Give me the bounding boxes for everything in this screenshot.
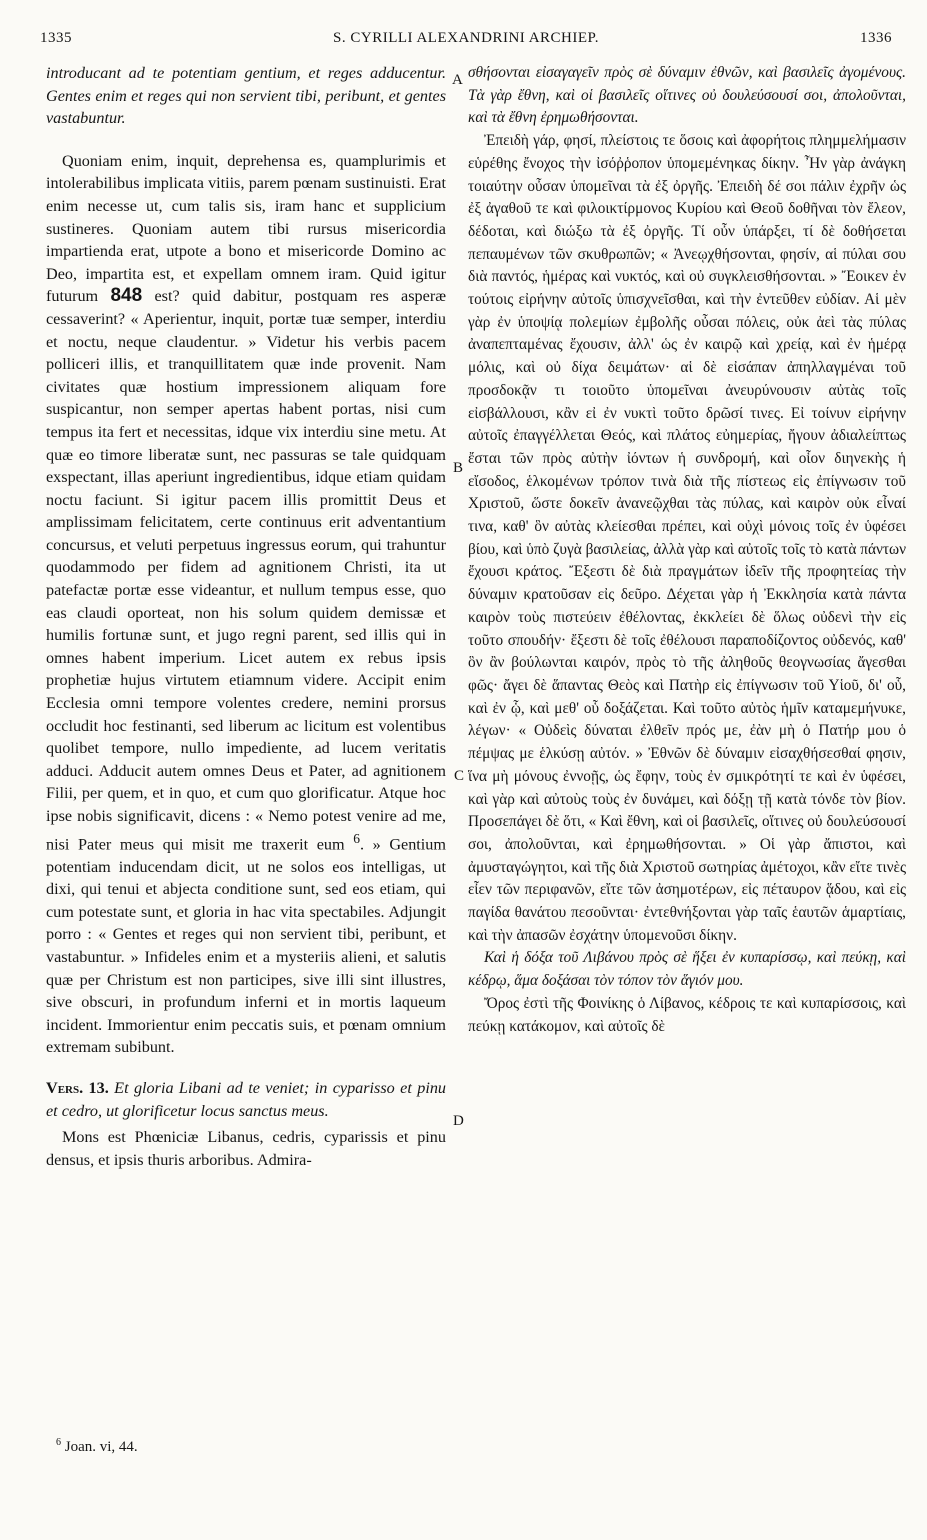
latin-paragraph-libanus: Mons est Phœniciæ Libanus, cedris, cyparissis et pinu densus, et ipsis thuris arboribus. Admira- xyxy=(46,1128,446,1169)
margin-marker-d: D xyxy=(453,1113,464,1129)
margin-marker-c: C xyxy=(454,768,465,784)
footnote-text: Joan. vi, 44. xyxy=(61,1439,138,1455)
verse-label: Vers. 13. xyxy=(46,1078,109,1097)
page-header xyxy=(40,30,892,54)
page-number-left: 1335 xyxy=(40,30,72,46)
footnote xyxy=(56,1437,138,1456)
latin-verse-heading xyxy=(46,1077,446,1122)
page-number-right: 1336 xyxy=(860,30,892,46)
running-title: S. CYRILLI ALEXANDRINI ARCHIEP. xyxy=(333,30,599,46)
greek-paragraph-libanus: Ὄρος ἐστὶ τῆς Φοινίκης ὁ Λίβανος, κέδροις τε καὶ κυπαρίσσοις, καὶ πεύκῃ κατάκομον, καὶ αὐτοῖς δὲ xyxy=(468,994,906,1035)
latin-text-b: est? quid dabitur, postquam res asperæ cessaverint? « Aperientur, inquit, portæ tuæ semper, interdiu et noctu, neque claudentur. » Videtur his verbis pacem polliceri illis, et tranquillitatem quæ inde provenit. Nam civitates quæ hostium impressionem aliquam fore suspicantur, non semper apertas habent portas, nisi cum tempus ita fert et necessitas, idque vix interdiu sine metu. At quæ eo timore liberatæ sunt, nec passuras se tale quidquam exspectant, illas aperiunt ingredientibus, idque etiam quidam noctu faciunt. Si igitur pacem illis promittit Deus et amplissimam felicitatem, certe continuus erit adventantium concursus, et veluti perpetuus ingressus eorum, qui trahuntur quodammodo per fidem ad agnitionem Christi, ita ut patefactæ portæ esse videantur, et nullum tempus esse, quo eas claudi oporteat, non his solum quidem demissæ et humilis fortunæ sunt, et jugo regni parent, sed illis qui in omnes habent imperium. Licet autem ex rebus ipsis prophetiæ hujus virtutem etiamnum videre. Accipit enim Ecclesia omni tempore volentes credere, nemini prorsus occludit hoc festinanti, sed liberum ac licitum est volentibus quolibet tempore, nullo impediente, ad lucem veritatis adduci. Adducit autem omnes Deus et Pater, ad agnitionem Filii, per quem, et in quo, et cum quo glorificatur. Atque hoc ipse nobis significavit, dicens : « Nemo potest venire ad me, nisi Pater meus qui misit me traxerit eum xyxy=(46,287,447,853)
column-number: 848 xyxy=(110,285,143,307)
latin-column xyxy=(46,62,446,1171)
latin-verse-continuation: introducant ad te potentiam gentium, et reges adducentur. Gentes enim et reges qui non servient tibi, peribunt, et gentes vastabuntur. xyxy=(46,64,446,128)
latin-text-c: . » Gentium potentiam inducendam dicit, ut ne solos eos intelligas, ut dixi, qui tenui et abjecta conditione sunt, sed eos etiam, qui cum potestate sunt, et gloria in hac vita spectabiles. Adjungit porro : « Gentes et reges qui non servient tibi, peribunt, et vastabuntur. » Infideles enim et a mysteriis alieni, et salutis quæ per Christum est non participes, sive illi sint illustres, sive obscuri, in profundum inferni et in mortis laqueum incident. Immorientur enim peccatis suis, et pœnam omnium extremam subibunt. xyxy=(46,834,446,1057)
greek-verse-continuation: σθήσονται εἰσαγαγεῖν πρὸς σὲ δύναμιν ἐθνῶν, καὶ βασιλεῖς ἀγομένους. Τὰ γὰρ ἔθνη, καὶ οἱ βασιλεῖς οἵτινες οὐ δουλεύσουσί σοι, ἀπολοῦνται, καὶ τὰ ἔθνη ἐρημωθήσονται. xyxy=(468,64,906,127)
margin-marker-b: B xyxy=(453,460,464,476)
latin-text-a: Quoniam enim, inquit, deprehensa es, quamplurimis et intolerabilibus implicata vitiis, parem pœnam sustinuisti. Erat enim necesse ut, cum talis sis, iram hanc et supplicium sustineres. Quoniam autem tibi rursus misericordia impartienda erat, utpote a bono et misericorde Domino ac Deo, impartita est, et expellam omnem iram. Quid igitur futurum xyxy=(46,151,446,306)
margin-marker-a: A xyxy=(452,72,463,88)
footnote-number: 6 xyxy=(56,1437,61,1448)
verse-text: Et gloria Libani ad te veniet; in cyparisso et pinu et cedro, ut glorificetur locus sanctus meus. xyxy=(46,1078,447,1120)
greek-verse-heading: Καὶ ἡ δόξα τοῦ Λιβάνου πρὸς σὲ ἥξει ἐν κυπαρίσσῳ, καὶ πεύκῃ, καὶ κέδρῳ, ἅμα δοξάσαι τὸν τόπον τὸν ἅγιόν μου. xyxy=(468,949,906,990)
latin-commentary-paragraph xyxy=(46,150,446,1059)
greek-commentary-paragraph: Ἐπειδὴ γάρ, φησί, πλείστοις τε ὅσοις καὶ ἀφορήτοις πλημμελήμασιν εὑρέθης ἔνοχος τὴν ἰσόῤῥοπον ὑπομεμένηκας δίκην. Ἦν γὰρ ἀνάγκη τοιαύτην οὖσαν ὑπομεῖναι τὰ ἐξ ὀργῆς. Ἐπειδὴ δέ σοι πάλιν ἐχρῆν ὡς ἐξ ἀγαθοῦ τε καὶ φιλοικτίρμονος Κυρίου καὶ Θεοῦ δοθῆναι τὸν ἔλεον, δέδοται, καὶ διώξω τὰ ἐξ ὀργῆς. Τί οὖν ὑπάρξει, τί δὲ δοθήσεται πεπαυμένων τῶν σκυθρωπῶν; « Ἀνεῳχθήσονται, φησίν, αἱ πύλαι σου διὰ παντός, ἡμέρας καὶ νυκτός, καὶ οὐ συγκλεισθήσονται. » Ἔοικεν ἐν τούτοις εἰρήνην αὐτοῖς ὑπισχνεῖσθαι, καὶ τὴν ἐντεῦθεν εὐδίαν. Αἱ μὲν γὰρ ἐν ὑποψίᾳ πολεμίων ἐμβολῆς οὖσαι πόλεις, οὐκ ἀεὶ τὰς πύλας ἀναπεπταμένας ἔχουσιν, ἀλλ' ὡς ἐν καιρῷ καὶ χρείᾳ, καὶ ἐν ἡμέρᾳ μόλις, καὶ οὐ δίχα δειμάτων· αἱ δὲ εἰσάπαν ἀπηλλαγμέναι τοῦ προσδοκᾷν τι τοιοῦτο ὑπομεῖναι ἀνευρύνουσιν αὐτὰς τοῖς εἰσβάλλουσι, κἂν εἰ ἐν νυκτὶ τοῦτο δρῶσί τινες. Εἰ τοίνυν εἰρήνην αὐτοῖς ἐπαγγέλλεται Θεός, καὶ πλάτος εὐημερίας, ἤγουν ἀδιαλείπτως ἔσται τῶν πρὸς αὐτὴν ἰόντων ἡ συνδρομή, καὶ οἷον διηνεκὴς ἡ εἴσοδος, ἑλκομένων τρόπον τινὰ διὰ τῆς πίστεως εἰς ἐπίγνωσιν τοῦ Χριστοῦ, ὥστε δοκεῖν ἀνανεῷχθαι τὰς πύλας, καὶ καιρὸν οὐκ εἶναί τινα, καθ' ὃν αὐτὰς κλείεσθαι πρέπει, καὶ οὐχὶ μόνοις τοῖς ἐν ὑφέσει βίου, καὶ ὑπὸ ζυγὰ βασιλείας, ἀλλὰ γὰρ καὶ αὐτοῖς τοῖς τὸ κατὰ πάντων ἔχουσι κράτος. Ἔξεστι δὲ διὰ πραγμάτων ἰδεῖν τῆς προφητείας τὴν δύναμιν κρατοῦσαν εἰς δεῦρο. Δέχεται γὰρ ἡ Ἐκκλησία κατὰ πάντα καιρὸν τοὺς πιστεύειν ἐθέλοντας, ἐκκλείει δὲ ὅλως οὐδενὶ τὴν εἰς τοῦτο σπουδήν· ἔξεστι δὲ τοῖς ἐθέλουσι παραποδίζοντος οὐδενός, καθ' ὃν ἂν βούλωνται καιρόν, πρὸς τὸ τῆς ἀληθοῦς θεογνωσίας ἄγεσθαι φῶς· ἄγει δὲ ἅπαντας Θεὸς καὶ Πατὴρ εἰς ἐπίγνωσιν τοῦ Υἱοῦ, δι' οὗ, καὶ ἐν ᾧ, καὶ μεθ' οὗ δοξάζεται. Καὶ τοῦτο αὐτὸς ἡμῖν καταμεμήνυκε, λέγων· « Οὐδεὶς δύναται ἐλθεῖν πρός με, ἐὰν μὴ ὁ Πατήρ μου ὁ πέμψας με ἑλκύσῃ αὐτόν. » Ἐθνῶν δὲ δύναμιν εἰσαχθήσεσθαί φησιν, ἵνα μὴ μόνους ἐννοῇς, ὡς ἔφην, τοὺς ἐν σμικρότητί τε καὶ ἐν ὑφέσει, καὶ γὰρ καὶ αὐτοὺς τοὺς ἐν δυνάμει, καὶ δόξῃ τῇ κατὰ τόνδε τὸν βίον. Προσεπάγει δὲ ὅτι, « Καὶ ἔθνη, καὶ οἱ βασιλεῖς, οἵτινες οὐ δουλεύσουσί σοι, ἀπολοῦνται, καὶ ἐρημωθήσονται. » Οἱ γὰρ ἄπιστοι, καὶ ἀμυσταγώγητοι, καὶ τῆς διὰ Χριστοῦ σωτηρίας ἀμέτοχοι, κἂν εἴτε τινὲς εἶεν τῶν περιφανῶν, εἴτε τῶν ἀσημοτέρων, εἰς πέταυρον ᾅδου, καὶ εἰς παγίδα θανάτου πεσοῦνται· ἐντεθνήξονται γὰρ ταῖς ἑαυτῶν ἁμαρτίαις, καὶ τὴν ἀπασῶν ἐσχάτην ὑπομενοῦσι δίκην. xyxy=(468,132,907,944)
greek-column xyxy=(468,62,906,1038)
footnote-reference: 6 xyxy=(353,830,360,846)
